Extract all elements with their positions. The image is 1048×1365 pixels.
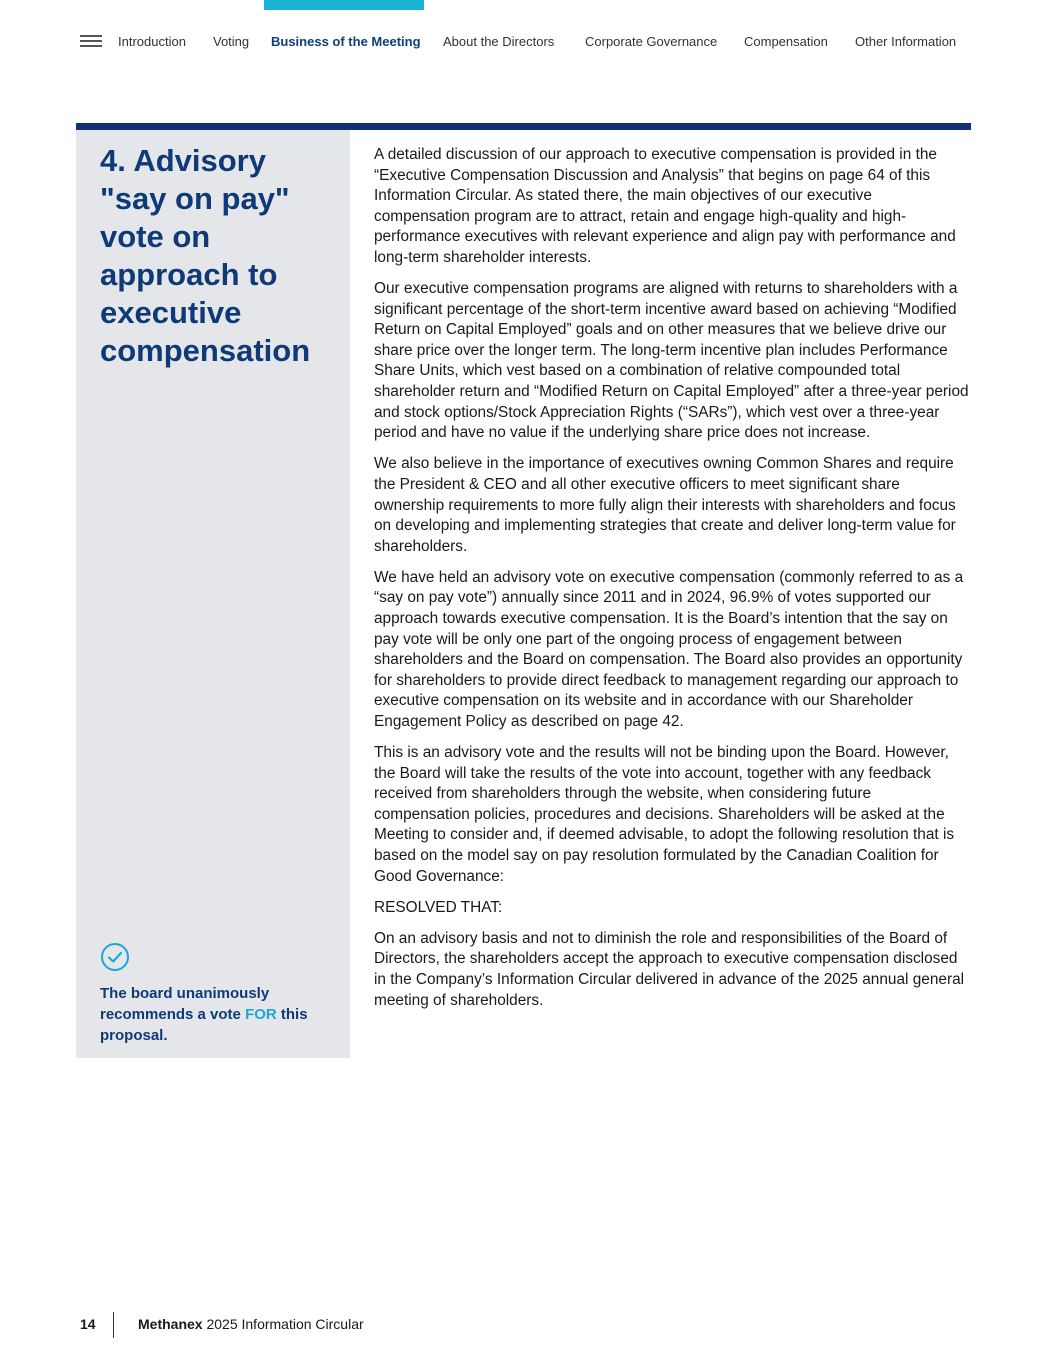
section-sidebar: [76, 130, 350, 1058]
resolved-that: RESOLVED THAT:: [374, 898, 503, 916]
page-number: 14: [80, 1316, 96, 1332]
recommendation-for: FOR: [245, 1006, 277, 1023]
resolution-text: On an advisory basis and not to diminish the role and responsibilities of the Board of Directors, the shareholders accept the approach to executive compensation disclosed in the Company’s Information Circular delivered in advance of the 2025 annual general meeting of shareholders.: [374, 929, 965, 1009]
nav-item-corporate-governance[interactable]: Corporate Governance: [585, 34, 718, 49]
body-paragraph-2: Our executive compensation programs are aligned with returns to shareholders with a significant percentage of the short-term incentive award based on achieving “Modified Return on Capital Employed” goals and on other measures that we believe drive our share price over the longer term. The long-term incentive plan includes Performance Share Units, which vest based on a combination of relative compounded total shareholder return and “Modified Return on Capital Employed” after a three-year period and stock options/Stock Appreciation Rights (“SARs”), which vest over a three-year period and have no value if the underlying share price does not increase.: [374, 280, 969, 442]
board-recommendation: [100, 983, 310, 1046]
nav-item-other-information[interactable]: Other Information: [855, 34, 957, 49]
nav-item-introduction[interactable]: Introduction: [118, 34, 186, 49]
body-paragraph-4: We have held an advisory vote on executive compensation (commonly referred to as a “say on pay vote”) annually since 2011 and in 2024, 96.9% of votes supported our approach towards executive compensation. It is the Board’s intention that the say on pay vote will be only one part of the ongoing process of engagement between shareholders and the Board on compensation. The Board also provides an opportunity for shareholders to provide direct feedback to management regarding our approach to executive compensation on its website and in accordance with our Shareholder Engagement Policy as described on page 42.: [374, 568, 964, 730]
nav-item-business-of-the-meeting[interactable]: Business of the Meeting: [271, 34, 421, 49]
body-paragraph-5: This is an advisory vote and the results will not be binding upon the Board. However, the Board will take the results of the vote into account, together with any feedback received from shareholders through the website, when considering future compensation policies, procedures and decisions. Shareholders will be asked at the Meeting to consider and, if deemed advisable, to adopt the following resolution that is based on the model say on pay resolution formulated by the Canadian Coalition for Good Governance:: [374, 744, 955, 885]
body-paragraph-1: A detailed discussion of our approach to executive compensation is provided in the “Executive Compensation Discussion and Analysis” that begins on page 64 of this Information Circular. As stated there, the main objectives of our executive compensation program are to attract, retain and engage high-quality and high-performance executives with relevant experience and align pay with performance and long-term shareholder interests.: [374, 146, 956, 266]
footer-brand: Methanex: [138, 1316, 203, 1332]
section-title: 4. Advisory "say on pay" vote on approach to executive compensation: [100, 143, 311, 368]
body-paragraph-3: We also believe in the importance of executives owning Common Shares and require the President & CEO and all other executive officers to meet significant share ownership requirements to more fully align their interests with shareholders and focus on developing and implementing strategies that create and deliver long-term value for shareholders.: [374, 455, 956, 555]
nav-item-voting[interactable]: Voting: [213, 34, 250, 49]
section-top-rule: [76, 123, 971, 130]
page-footer: [80, 1312, 480, 1338]
top-navigation: [80, 32, 970, 52]
recommendation-suffix: this proposal.: [100, 1006, 308, 1044]
check-circle-icon: [100, 942, 130, 972]
footer-document-title: [138, 1316, 364, 1332]
nav-item-about-the-directors[interactable]: About the Directors: [443, 34, 555, 49]
section-body: [374, 145, 970, 1022]
nav-item-compensation[interactable]: Compensation: [744, 34, 828, 49]
hamburger-menu-icon[interactable]: [80, 35, 102, 49]
recommendation-prefix: The board unanimously recommends a vote: [100, 985, 270, 1023]
footer-divider: [113, 1312, 114, 1338]
active-tab-indicator: [264, 0, 424, 10]
footer-doc-title: 2025 Information Circular: [202, 1316, 364, 1332]
